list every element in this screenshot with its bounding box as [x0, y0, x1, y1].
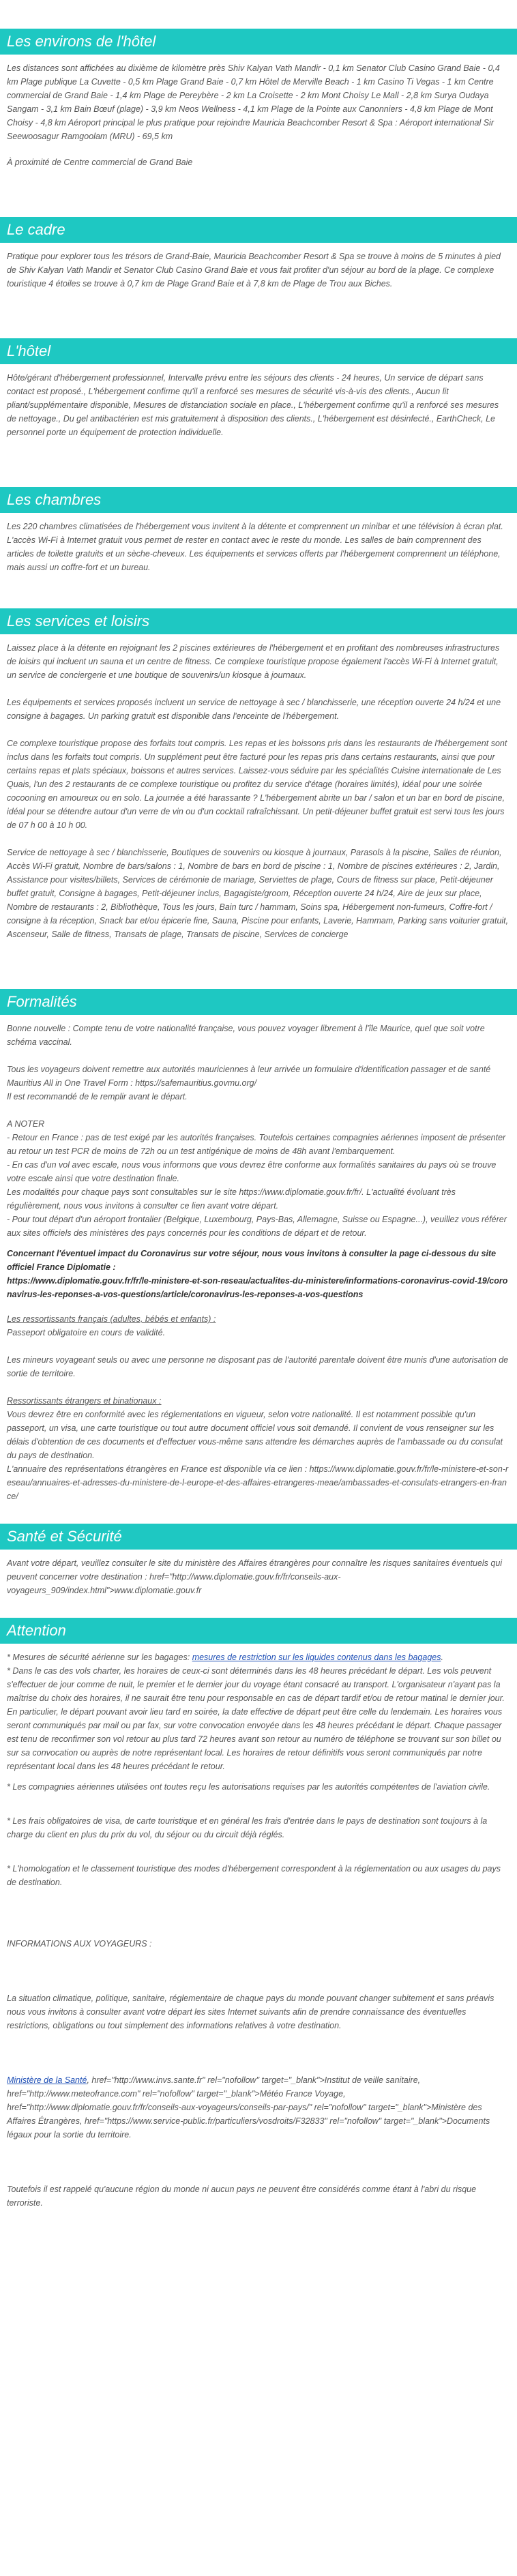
paragraph: À proximité de Centre commercial de Grand Baie [7, 158, 193, 167]
paragraph: Service de nettoyage à sec / blanchisserie, Boutiques de souvenirs ou kiosque à journaux, Parasols à la piscine, Salles de réunion, Accès Wi-Fi gratuit, Nombre de bars/salons : 1, Nombre de bars en bord de piscine : 1, Nombre de piscines extérieures : 2, Jardin, Assistance pour visites/billets, Services de cérémonie de mariage, Serviettes de plage, Cours de fitness sur place, Petit-déjeuner buffet gratuit, Consigne à bagages, Petit-déjeuner inclus, Bagagiste/groom, Réception ouverte 24 h/24, Aire de jeux sur place, Nombre de restaurants : 2, Bibliothèque, Tous les jours, Bain turc / hammam, Soins spa, Hébergement non-fumeurs, Coffre-fort / consigne à la réception, Snack bar et/ou épicerie fine, Sauna, Piscine pour enfants, Laverie, Hammam, Parking sans voiturier gratuit, Ascenseur, Salle de fitness, Transats de plage, Transats de piscine, Services de concierge [7, 848, 509, 939]
etrangers-text: Vous devrez être en conformité avec les réglementations en vigueur, selon votre nationalité. Il est notamment possible qu'un passeport, un visa, une carte touristique ou tout autre document officiel vous soit demandé. Il convient de vous renseigner sur les délais d'obtention de ces documents et d'effectuer vous-même sans attendre les démarches auprès de l'ambassade ou du consulat du pays de destination. [7, 1410, 503, 1460]
paragraph: Les distances sont affichées au dixième de kilomètre près Shiv Kalyan Vath Mandir - 0,1 km Senator Club Casino Grand Baie - 0,4 km Plage publique La Cuvette - 0,5 km Plage Grand Baie - 0,7 km Hôtel de Merville Beach - 1 km Casino Ti Vegas - 1 km Centre commercial de Grand Baie - 1,4 km Plage de Pereybère - 2 km La Croisette - 2 km Mont Choisy Le Mall - 2,8 km Surya Oudaya Sangam - 3,1 km Bain Bœuf (plage) - 3,9 km Neos Wellness - 4,1 km Plage de la Pointe aux Canonniers - 4,8 km Plage de Mont Choisy - 4,8 km Aéroport principal le plus pratique pour rejoindre Mauricia Beachcomber Resort & Spa : Aéroport international Sir Seewoosagur Ramgoolam (MRU) - 69,5 km [7, 63, 500, 141]
covid-block [7, 1247, 510, 1301]
bagages-suffix: . [441, 1653, 443, 1662]
etrangers-title: Ressortissants étrangers et binationaux : [7, 1396, 162, 1406]
bagages-prefix: * Mesures de sécurité aérienne sur les bagages: [7, 1653, 192, 1662]
travel-form-note: Il est recommandé de le remplir avant le départ. [7, 1092, 188, 1101]
paragraph: Hôte/gérant d'hébergement professionnel, Intervalle prévu entre les séjours des clients - 24 heures, Un service de départ sans contact est proposé., L'hébergement confirme qu'il a renforcé ses mesures de sécurité vis-à-vis des clients., Aucun lit pliant/supplémentaire disponible, Mesures de distanciation sociale en place., L'hébergement confirme qu'il a renforcé ses mesures de nettoyage., Du gel antibactérien est mis gratuitement à disposition des clients., L'hébergement est désinfecté., EarthCheck, Le personnel porte un équipement de protection individuelle. [7, 373, 499, 437]
sites-list: , href="http://www.invs.sante.fr" rel="nofollow" target="_blank">Institut de veille sanitaire, href="http://www.meteofrance.com" rel="nofollow" target="_blank">Météo France Voyage, href="http://www.diplomatie.gouv.fr/fr/conseils-aux-voyageurs/conseils-par-pays/" rel="nofollow" target="_blank">Ministère des Affaires Étrangères, href="https://www.service-public.fr/particuliers/vosdroits/F32833" rel="nofollow" target="_blank">Documents légaux pour la sortie du territoire. [7, 2075, 490, 2140]
section-title: Les services et loisirs [0, 608, 517, 634]
ressortissants-title: Les ressortissants français (adultes, bébés et enfants) : [7, 1314, 216, 1324]
a-noter-line: - Pour tout départ d'un aéroport frontalier (Belgique, Luxembourg, Pays-Bas, Allemagne, Suisse ou Espagne...), veuillez vous référer aux sites officiels des ministères des pays concernés pour les conditions de départ et de retour. [7, 1215, 507, 1238]
paragraph: Pratique pour explorer tous les trésors de Grand-Baie, Mauricia Beachcomber Resort & Spa se trouve à moins de 5 minutes à pied de Shiv Kalyan Vath Mandir et Senator Club Casino Grand Baie et vous fait profiter d'un séjour au bord de la plage. Ce complexe touristique 4 étoiles se trouve à 0,7 km de Plage Grand Baie et à 7,8 km de Plage de Trou aux Biches. [7, 252, 501, 288]
bagages-paragraph [7, 1650, 510, 1664]
covid-url[interactable]: https://www.diplomatie.gouv.fr/fr/le-ministere-et-son-reseau/actualites-du-ministere/informations-coronavirus-covid-19/coronavirus-les-reponses-a-vos-questions/article/coronavirus-les-reponses-a-vos-questions [7, 1276, 508, 1299]
section-title: Santé et Sécurité [0, 1524, 517, 1550]
a-noter-line: - En cas d'un vol avec escale, nous vous informons que vous devrez être conforme aux formalités sanitaires du pays où se trouve votre escale ainsi que votre destination finale. [7, 1160, 497, 1183]
paragraph: * Les frais obligatoires de visa, de carte touristique et en général les frais d'entrée dans le pays de destination sont toujours à la charge du client en plus du prix du vol, du séjour ou du circuit déjà réglés. [7, 1816, 488, 1839]
section-title: Attention [0, 1618, 517, 1644]
section-title: L'hôtel [0, 338, 517, 364]
section-title: Les environs de l'hôtel [0, 29, 517, 55]
services-section [0, 608, 517, 941]
paragraph: Bonne nouvelle : Compte tenu de votre nationalité française, vous pouvez voyager librement à l'île Maurice, quel que soit votre schéma vaccinal. [7, 1024, 485, 1047]
paragraph [7, 1063, 510, 1104]
section-title: Formalités [0, 989, 517, 1015]
chambres-section [0, 487, 517, 574]
attention-section [0, 1618, 517, 2210]
ressortissants-text: Passeport obligatoire en cours de validité. [7, 1328, 166, 1337]
formalites-section [0, 989, 517, 1503]
a-noter-block [7, 1117, 510, 1240]
cadre-section [0, 217, 517, 291]
paragraph: * Dans le cas des vols charter, les horaires de ceux-ci sont déterminés dans les 48 heures précédant le départ. Les vols peuvent s'effectuer de jour comme de nuit, le premier et le dernier jour du voyage étant consacré au transport. L'organisateur n'ayant pas la maîtrise du choix des horaires, il ne saurait être tenu pour responsable en cas de départ tardif et/ou de retour matinal le dernier jour. En particulier, le départ pouvant avoir lieu tard en soirée, la date effective de départ peut être celle du lendemain. Les horaires vous seront communiqués par mail ou par fax, sur votre convocation envoyée dans les 48 heures précédant le départ. Chaque passager est tenu de reconfirmer son vol retour au plus tard 72 heures avant son retour au numéro de téléphone se trouvant sur son billet ou sur sa convocation ou auprès de notre représentant local. Les horaires de retour définitifs vous seront communiqués par notre représentant local dans les 48 heures précédant le retour. [7, 1666, 505, 1771]
paragraph: * Les compagnies aériennes utilisées ont toutes reçu les autorisations requises par les autorités compétentes de l'aviation civile. [7, 1782, 490, 1792]
paragraph: Ce complexe touristique propose des forfaits tout compris. Les repas et les boissons pris dans les restaurants de l'hébergement sont inclus dans les forfaits tout compris. Un supplément peut être facturé pour les repas pris dans certains restaurants, ainsi que pour certains repas et plats spéciaux, boissons et autres services. Laissez-vous séduire par les spécialités Cuisine internationale de Les Quais, l'un des 2 restaurants de ce complexe touristique ou profitez du service d'étage (horaires limités), idéal pour une soirée cocooning en amoureux ou en solo. La journée a été harassante ? L'hébergement abrite un bar / salon et un bar en bord de piscine, idéal pour se détendre autour d'un verre de vin ou d'un cocktail rafraîchissant. Un petit-déjeuner buffet gratuit est servi tous les jours de 07 h 00 à 10 h 00. [7, 739, 507, 830]
a-noter-line: Les modalités pour chaque pays sont consultables sur le site https://www.diplomatie.gouv.fr/fr/. L'actualité évoluant très régulièrement, nous vous invitons à consulter ce lien avant votre départ. [7, 1187, 456, 1211]
section-title: Le cadre [0, 217, 517, 243]
paragraph: La situation climatique, politique, sanitaire, réglementaire de chaque pays du monde pouvant changer subitement et sans préavis nous vous invitons à consulter avant votre départ les sites Internet suivants afin de prendre connaissance des éventuelles restrictions, obligations ou tout simplement des informations relatives à votre destination. [7, 1994, 494, 2030]
paragraph: * L'homologation et le classement touristique des modes d'hébergement correspondent à la réglementation ou aux usages du pays de destination. [7, 1864, 501, 1887]
a-noter-title: A NOTER [7, 1119, 45, 1129]
paragraph: Les 220 chambres climatisées de l'hébergement vous invitent à la détente et comprennent un minibar et une télévision à écran plat. L'accès Wi-Fi à Internet gratuit vous permet de rester en contact avec le reste du monde. Les salles de bain comprennent des articles de toilette gratuits et un sèche-cheveux. Les équipements et services offerts par l'hébergement comprennent un téléphone, mais aussi un coffre-fort et un bureau. [7, 522, 503, 572]
annuaire-text: L'annuaire des représentations étrangères en France est disponible via ce lien : https://www.diplomatie.gouv.fr/fr/le-ministere-et-son-reseau/annuaires-et-adresses-du-ministere-de-l-europe-et-des-affaires-etrangeres-meae/ambassades-et-consulats-etrangers-en-france/ [7, 1464, 509, 1501]
ressortissants-block [7, 1312, 510, 1339]
environs-section [0, 0, 517, 169]
a-noter-line: - Retour en France : pas de test exigé par les autorités françaises. Toutefois certaines compagnies aériennes imposent de présenter au retour un test PCR de moins de 72h ou un test antigénique de moins de 48h avant l'embarquement. [7, 1133, 506, 1156]
info-title: INFORMATIONS AUX VOYAGEURS : [7, 1939, 152, 1949]
paragraph: Avant votre départ, veuillez consulter le site du ministère des Affaires étrangères pour connaître les risques sanitaires éventuels qui peuvent concerner votre destination : href="http://www.diplomatie.gouv.fr/fr/conseils-aux-voyageurs_909/index.html">www.diplomatie.gouv.fr [7, 1558, 503, 1595]
sante-section [0, 1524, 517, 1597]
covid-notice: Concernant l'éventuel impact du Coronavirus sur votre séjour, nous vous invitons à consulter la page ci-dessous du site officiel France Diplomatie : [7, 1249, 497, 1272]
ministere-sante-link[interactable]: Ministère de la Santé [7, 2075, 87, 2085]
paragraph: Toutefois il est rappelé qu'aucune région du monde ni aucun pays ne peuvent être considérés comme étant à l'abri du risque terroriste. [7, 2185, 477, 2208]
etrangers-block [7, 1394, 510, 1503]
travel-form-text: Tous les voyageurs doivent remettre aux autorités mauriciennes à leur arrivée un formulaire d'identification passager et de santé Mauritius All in One Travel Form : https://safemauritius.govmu.org/ [7, 1065, 491, 1088]
paragraph: Les mineurs voyageant seuls ou avec une personne ne disposant pas de l'autorité parentale doivent être munis d'une autorisation de sortie de territoire. [7, 1355, 509, 1378]
paragraph: Laissez place à la détente en rejoignant les 2 piscines extérieures de l'hébergement et en profitant des nombreuses infrastructures de loisirs qui incluent un sauna et un centre de fitness. Ce complexe touristique propose également l'accès Wi-Fi à Internet gratuit, un service de conciergerie et une boutique de souvenirs/un kiosque à journaux. [7, 643, 500, 680]
sites-paragraph [7, 2073, 510, 2142]
paragraph: Les équipements et services proposés incluent un service de nettoyage à sec / blanchisserie, une réception ouverte 24 h/24 et une consigne à bagages. Un parking gratuit est disponible dans l'enceinte de l'hébergement. [7, 698, 501, 721]
liquides-link[interactable]: mesures de restriction sur les liquides contenus dans les bagages [192, 1653, 441, 1662]
hotel-section [0, 338, 517, 439]
section-title: Les chambres [0, 487, 517, 513]
